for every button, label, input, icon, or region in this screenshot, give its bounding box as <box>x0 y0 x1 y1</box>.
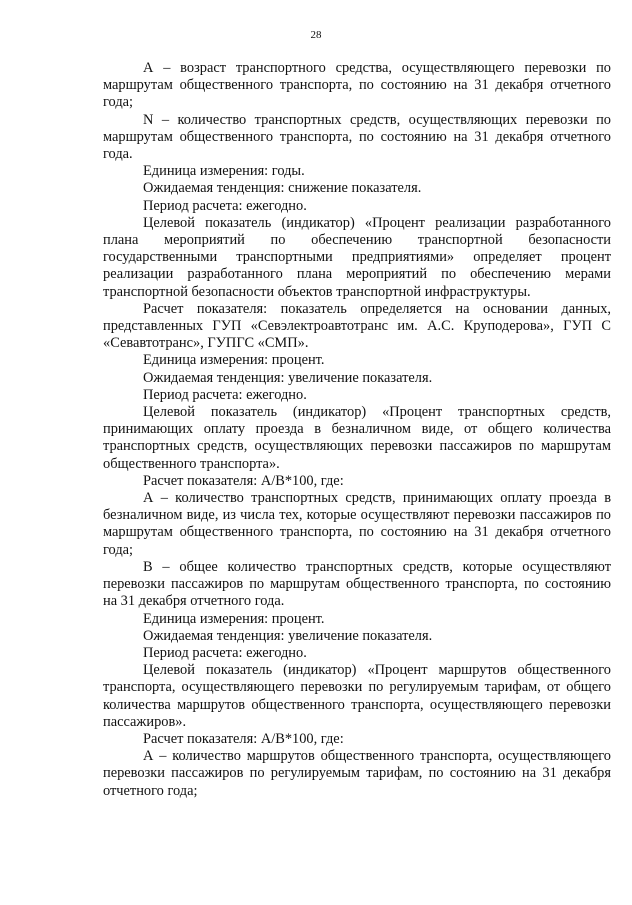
paragraph-a-definition: А – количество транспортных средств, принимающих оплату проезда в безналичном виде, из числа тех, которые осуществляют перевозки пассажиров по маршрутам общественного транспорта, по состоянию на 31 декабря отчетного года; <box>103 490 611 558</box>
paragraph-calculation-sources: Расчет показателя: показатель определяется на основании данных, представленных ГУП «Севэлектроавтотранс им. А.С. Круподерова», ГУП С «Севавтотранс», ГУПГС «СМП». <box>103 300 611 352</box>
paragraph-b-definition: В – общее количество транспортных средств, которые осуществляют перевозки пассажиров по маршрутам общественного транспорта, по состоянию на 31 декабря отчетного года. <box>103 558 611 610</box>
paragraph-count-definition: N – количество транспортных средств, осуществляющих перевозки по маршрутам общественного транспорта, по состоянию на 31 декабря отчетного года. <box>103 111 611 163</box>
paragraph-unit: Единица измерения: годы. <box>143 163 305 180</box>
paragraph-unit: Единица измерения: процент. <box>143 352 325 369</box>
paragraph-period: Период расчета: ежегодно. <box>143 197 307 214</box>
paragraph-indicator-security: Целевой показатель (индикатор) «Процент реализации разработанного плана мероприятий по обеспечению транспортной безопасности государственными транспортными предприятиями» определяет процент реализации разработанного плана мероприятий по обеспечению мерами транспортной безопасности объектов транспортной инфраструктуры. <box>103 214 611 300</box>
paragraph-trend: Ожидаемая тенденция: снижение показателя. <box>143 180 422 197</box>
paragraph-a-routes-definition: А – количество маршрутов общественного транспорта, осуществляющего перевозки пассажиров по регулируемым тарифам, по состоянию на 31 декабря отчетного года; <box>103 748 611 799</box>
page-number: 28 <box>310 29 322 41</box>
paragraph-trend: Ожидаемая тенденция: увеличение показателя. <box>143 627 433 644</box>
paragraph-indicator-cashless: Целевой показатель (индикатор) «Процент транспортных средств, принимающих оплату проезда в безналичном виде, от общего количества транспортных средств, осуществляющих перевозки пассажиров по маршрутам общественного транспорта». <box>103 404 611 472</box>
paragraph-calculation-formula: Расчет показателя: A/B*100, где: <box>143 472 344 489</box>
paragraph-calculation-formula: Расчет показателя: A/B*100, где: <box>143 730 344 747</box>
paragraph-unit: Единица измерения: процент. <box>143 610 325 627</box>
paragraph-age-definition: А – возраст транспортного средства, осуществляющего перевозки по маршрутам общественного транспорта, по состоянию на 31 декабря отчетного года; <box>103 60 611 111</box>
paragraph-period: Период расчета: ежегодно. <box>143 644 307 661</box>
paragraph-period: Период расчета: ежегодно. <box>143 386 307 403</box>
document-body <box>103 60 611 800</box>
paragraph-indicator-regulated-routes: Целевой показатель (индикатор) «Процент маршрутов общественного транспорта, осуществляющего перевозки по регулируемым тарифам, от общего количества маршрутов общественного транспорта, осуществляющего перевозки пассажиров». <box>103 662 611 730</box>
paragraph-trend: Ожидаемая тенденция: увеличение показателя. <box>143 369 433 386</box>
